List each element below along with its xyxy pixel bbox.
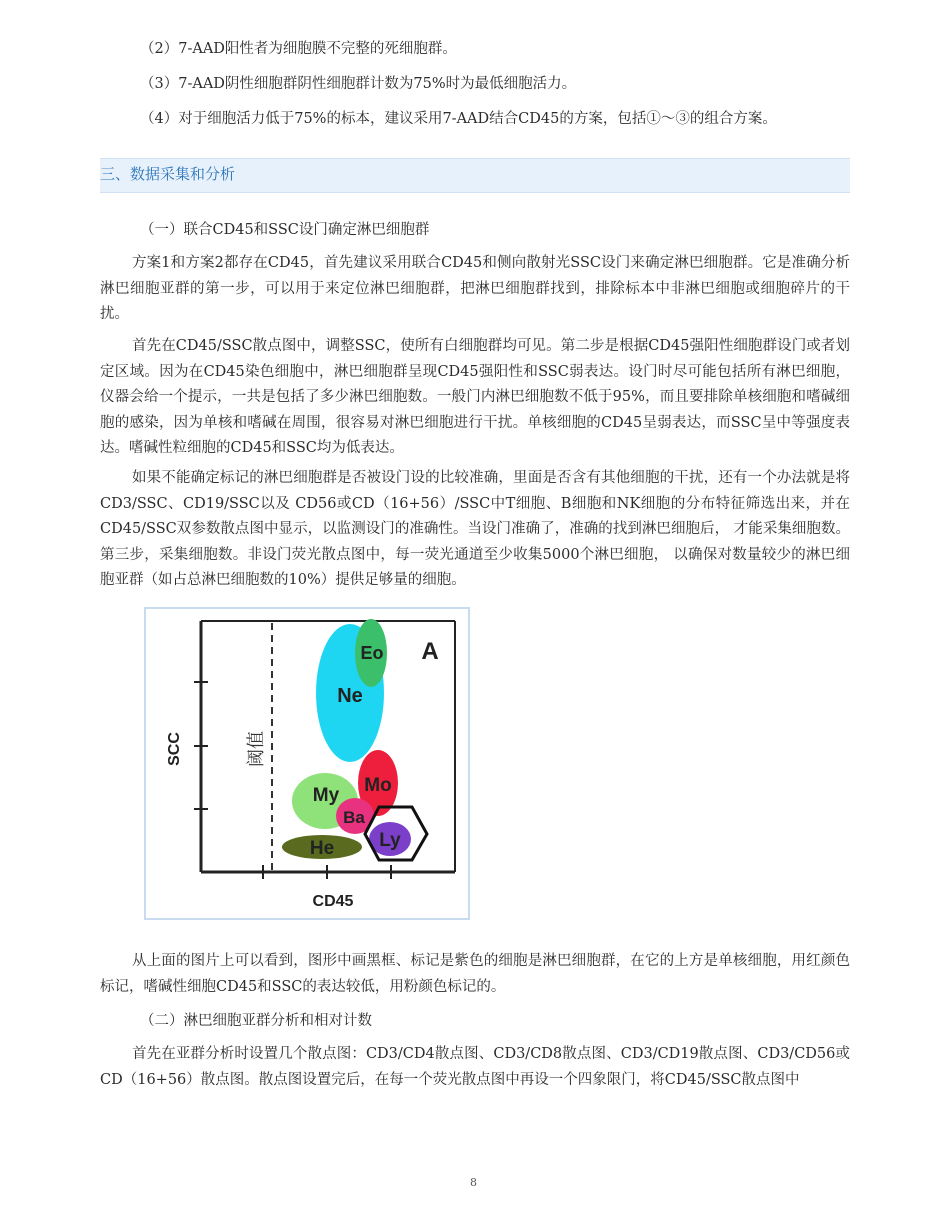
section-header: [100, 158, 850, 193]
label-ba: Ba: [343, 808, 365, 827]
label-my: My: [312, 785, 340, 806]
panel-letter: A: [421, 638, 439, 665]
x-axis-label: CD45: [312, 893, 354, 910]
label-he: He: [309, 838, 335, 859]
paragraph-4: 从上面的图片上可以看到，图形中画黑框、标记是紫色的细胞是淋巴细胞群，在它的上方是单核细胞，用红颜色标记，嗜碱性细胞CD45和SSC的表达较低，用粉颜色标记的。: [100, 953, 850, 995]
subsection-heading-2: （二）淋巴细胞亚群分析和相对计数: [140, 1013, 372, 1029]
label-eo: Eo: [360, 643, 384, 663]
paragraph-3: 如果不能确定标记的淋巴细胞群是否被设门设的比较准确，里面是否含有其他细胞的干扰，还有一个办法就是将CD3/SSC、CD19/SSC以及 CD56或CD（16+56）/SSC中T细胞、B细胞和NK细胞的分布特征筛选出来，并在CD45/SSC双参数散点图中显示，以监测设门的准确性。当设门准确了，准确的找到淋巴细胞后， 才能采集细胞数。第三步，采集细胞数。非设门荧光散点图中，每一荧光通道至少收集5000个淋巴细胞， 以确保对数量较少的淋巴细胞亚群（如占总淋巴细胞数的10%）提供足够量的细胞。: [100, 470, 850, 588]
threshold-label: 阈值: [246, 731, 267, 767]
cd45-ssc-scatter-figure: [144, 607, 470, 920]
list-item-2: （2）7-AAD阳性者为细胞膜不完整的死细胞群。: [140, 41, 457, 57]
y-axis-label: SCC: [166, 732, 183, 766]
paragraph-5: 首先在亚群分析时设置几个散点图：CD3/CD4散点图、CD3/CD8散点图、CD3/CD19散点图、CD3/CD56或CD（16+56）散点图。散点图设置完后，在每一个荧光散点图中再设一个四象限门，将CD45/SSC散点图中: [100, 1046, 850, 1088]
scatter-diagram: [146, 609, 468, 918]
section-title: 三、数据采集和分析: [100, 165, 236, 183]
paragraph-1: 方案1和方案2都存在CD45，首先建议采用联合CD45和侧向散射光SSC设门来确定淋巴细胞群。它是准确分析淋巴细胞亚群的第一步，可以用于来定位淋巴细胞群，把淋巴细胞群找到，排除标本中非淋巴细胞或细胞碎片的干扰。: [100, 255, 850, 322]
paragraph-2: 首先在CD45/SSC散点图中，调整SSC，使所有白细胞群均可见。第二步是根据CD45强阳性细胞群设门或者划定区域。因为在CD45染色细胞中，淋巴细胞群呈现CD45强阳性和SSC弱表达。设门时尽可能包括所有淋巴细胞，仪器会给一个提示，一共是包括了多少淋巴细胞数。一般门内淋巴细胞数不低于95%，而且要排除单核细胞和嗜碱细胞的感染，因为单核和嗜碱在周围，很容易对淋巴细胞进行干扰。单核细胞的CD45呈弱表达，而SSC呈中等强度表达。嗜碱性粒细胞的CD45和SSC均为低表达。: [100, 338, 850, 456]
subsection-heading-1: （一）联合CD45和SSC设门确定淋巴细胞群: [140, 222, 430, 238]
page-number: 8: [470, 1176, 477, 1189]
list-item-4: （4）对于细胞活力低于75%的标本，建议采用7-AAD结合CD45的方案，包括①～③的组合方案。: [140, 111, 777, 127]
list-item-3: （3）7-AAD阴性细胞群阴性细胞群计数为75%时为最低细胞活力。: [140, 76, 577, 92]
label-ly: Ly: [379, 830, 401, 851]
label-mo: Mo: [364, 775, 392, 796]
label-ne: Ne: [337, 685, 363, 707]
